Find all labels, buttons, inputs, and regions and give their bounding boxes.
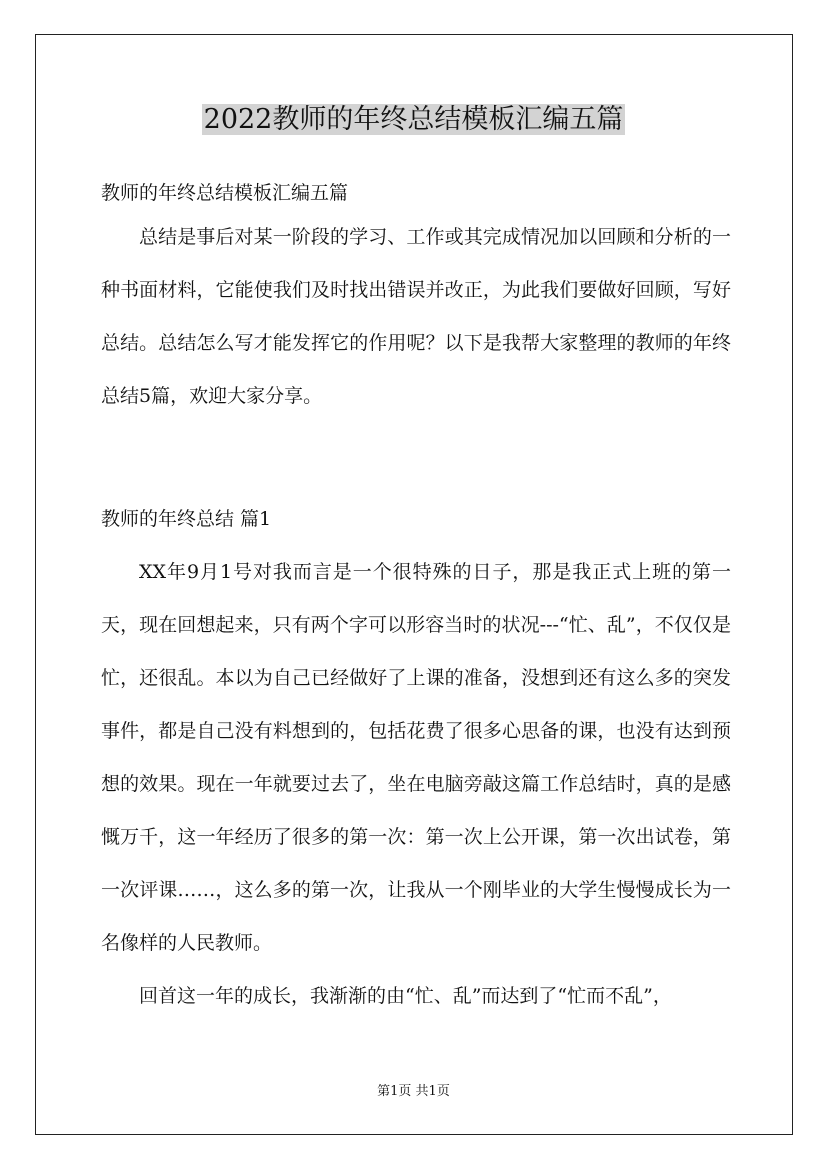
document-title [0,100,827,140]
body-paragraph: XX年9月1号对我而言是一个很特殊的日子，那是我正式上班的第一天，现在回想起来，只有两个字可以形容当时的状况---“忙、乱”，不仅仅是忙，还很乱。本以为自己已经做好了上课的准备，没想到还有这么多的突发事件，都是自己没有料想到的，包括花费了很多心思备的课，也没有达到预想的效果。现在一年就要过去了，坐在电脑旁敲这篇工作总结时，真的是感慨万千，这一年经历了很多的第一次：第一次上公开课，第一次出试卷，第一次评课……，这么多的第一次，让我从一个刚毕业的大学生慢慢成长为一名像样的人民教师。 [101,561,731,954]
intro-paragraph: 总结是事后对某一阶段的学习、工作或其完成情况加以回顾和分析的一种书面材料，它能使我们及时找出错误并改正，为此我们要做好回顾，写好总结。总结怎么写才能发挥它的作用呢？以下是我帮大家整理的教师的年终总结5篇，欢迎大家分享。 [101,226,731,407]
document-title-text: 2022教师的年终总结模板汇编五篇 [203,104,624,135]
document-subtitle: 教师的年终总结模板汇编五篇 [101,182,349,204]
page-footer: 第1页 共1页 [377,1084,450,1099]
body-paragraph: 回首这一年的成长，我渐渐的由“忙、乱”而达到了“忙而不乱”， [139,985,672,1007]
section-heading: 教师的年终总结 篇1 [101,508,272,530]
